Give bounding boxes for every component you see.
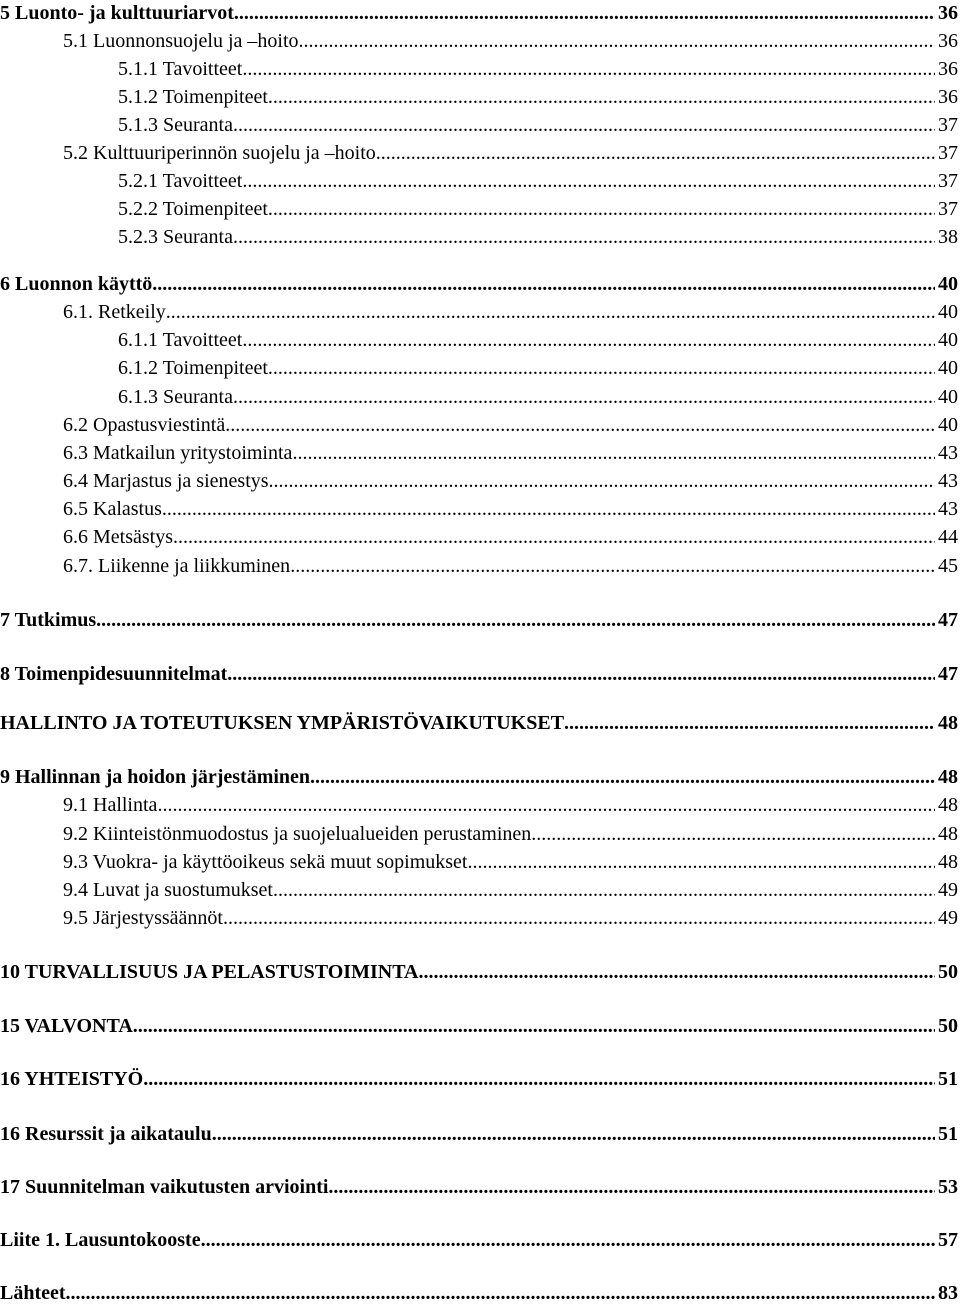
dot-leader [242, 56, 935, 82]
toc-entry-6-4-marjastus-ja-sienestys[interactable] [0, 468, 960, 494]
toc-entry-title: 6.1.1 Tavoitteet [118, 329, 243, 351]
toc-entry-title: 6.1. Retkeily [63, 301, 166, 323]
toc-entry-page-number: 49 [938, 879, 958, 901]
toc-entry-5-2-3-seuranta[interactable] [0, 224, 960, 250]
dot-leader [467, 849, 935, 875]
toc-entry-page-number: 51 [938, 1123, 958, 1145]
dot-leader [242, 168, 935, 194]
toc-entry-page-number: 48 [938, 851, 958, 873]
toc-entry-page-number: 40 [938, 386, 958, 408]
dot-leader [233, 384, 935, 410]
toc-entry-page-number: 50 [938, 961, 958, 983]
dot-leader [233, 224, 935, 250]
dot-leader [269, 468, 935, 494]
toc-entry-9-hallinnan-ja-hoidon-jarjestaminen[interactable] [0, 764, 960, 790]
toc-entry-6-1-3-seuranta[interactable] [0, 384, 960, 410]
toc-entry-page-number: 45 [938, 555, 958, 577]
dot-leader [201, 1227, 935, 1253]
dot-leader [273, 877, 935, 903]
toc-entry-6-1-2-toimenpiteet[interactable] [0, 355, 960, 381]
toc-entry-page-number: 37 [938, 114, 958, 136]
toc-entry-6-7-liikenne-ja-liikkuminen[interactable] [0, 553, 960, 579]
toc-entry-title: 6.2 Opastusviestintä [63, 414, 226, 436]
toc-entry-title: 6.5 Kalastus [63, 498, 162, 520]
toc-entry-17-suunnitelman-vaikutusten-arviointi[interactable] [0, 1174, 960, 1200]
toc-entry-page-number: 40 [938, 301, 958, 323]
dot-leader [268, 196, 935, 222]
toc-entry-5-2-1-tavoitteet[interactable] [0, 168, 960, 194]
toc-entry-page-number: 47 [938, 609, 958, 631]
toc-entry-page-number: 48 [938, 712, 958, 734]
toc-entry-page-number: 40 [938, 414, 958, 436]
dot-leader [268, 84, 935, 110]
dot-leader [133, 1013, 935, 1039]
toc-entry-page-number: 48 [938, 794, 958, 816]
toc-entry-title: 5.2.2 Toimenpiteet [118, 198, 268, 220]
toc-entry-9-2-kiinteistonmuodostus-ja-suojelualueiden-perustaminen[interactable] [0, 821, 960, 847]
toc-entry-title: 10 TURVALLISUUS JA PELASTUSTOIMINTA [0, 961, 419, 983]
dot-leader [227, 661, 935, 687]
toc-entry-page-number: 36 [938, 2, 958, 24]
toc-entry-5-1-1-tavoitteet[interactable] [0, 56, 960, 82]
toc-entry-title: 9 Hallinnan ja hoidon järjestäminen [0, 766, 311, 788]
toc-entry-page-number: 36 [938, 30, 958, 52]
toc-entry-page-number: 36 [938, 58, 958, 80]
dot-leader [268, 355, 935, 381]
dot-leader [310, 764, 935, 790]
toc-entry-page-number: 50 [938, 1015, 958, 1037]
toc-entry-title: 16 YHTEISTYÖ [0, 1068, 144, 1090]
toc-entry-9-4-luvat-ja-suostumukset[interactable] [0, 877, 960, 903]
toc-entry-title: 5.1 Luonnonsuojelu ja –hoito [63, 30, 299, 52]
toc-entry-title: 6 Luonnon käyttö [0, 273, 153, 295]
toc-entry-8-toimenpidesuunnitelmat[interactable] [0, 661, 960, 687]
toc-entry-10-turvallisuus-ja-pelastustoiminta[interactable] [0, 959, 960, 985]
toc-entry-title: 6.3 Matkailun yritystoiminta [63, 442, 293, 464]
toc-entry-lahteet[interactable] [0, 1280, 960, 1306]
dot-leader [152, 271, 935, 297]
dot-leader [299, 28, 935, 54]
dot-leader [225, 412, 935, 438]
toc-entry-page-number: 44 [938, 526, 958, 548]
toc-entry-page-number: 40 [938, 329, 958, 351]
toc-entry-page-number: 40 [938, 357, 958, 379]
dot-leader [66, 1280, 935, 1306]
toc-entry-9-3-vuokra-ja-kayttooikeus-seka-muut-sopimukset[interactable] [0, 849, 960, 875]
toc-entry-page-number: 43 [938, 470, 958, 492]
toc-entry-title: 9.2 Kiinteistönmuodostus ja suojelualueiden perustaminen [63, 823, 532, 845]
toc-entry-6-1-1-tavoitteet[interactable] [0, 327, 960, 353]
toc-entry-title: 8 Toimenpidesuunnitelmat [0, 663, 228, 685]
toc-entry-title: 9.4 Luvat ja suostumukset [63, 879, 273, 901]
toc-entry-title: 5 Luonto- ja kulttuuriarvot [0, 2, 234, 24]
toc-entry-9-1-hallinta[interactable] [0, 792, 960, 818]
toc-entry-16-yhteistyo[interactable] [0, 1066, 960, 1092]
toc-entry-title: 5.2.3 Seuranta [118, 226, 233, 248]
toc-entry-title: Liite 1. Lausuntokooste [0, 1229, 201, 1251]
toc-entry-liite-1-lausuntokooste[interactable] [0, 1227, 960, 1253]
dot-leader [292, 440, 935, 466]
toc-entry-7-tutkimus[interactable] [0, 607, 960, 633]
toc-entry-5-1-3-seuranta[interactable] [0, 112, 960, 138]
toc-entry-6-2-opastusviestinta[interactable] [0, 412, 960, 438]
toc-entry-title: 5.1.2 Toimenpiteet [118, 86, 268, 108]
toc-entry-5-2-kulttuuriperinnon-suojelu-ja-hoito[interactable] [0, 140, 960, 166]
dot-leader [328, 1174, 935, 1200]
dot-leader [166, 299, 935, 325]
dot-leader [96, 607, 935, 633]
toc-entry-title: 5.2 Kulttuuriperinnön suojelu ja –hoito [63, 142, 376, 164]
toc-entry-title: 5.1.1 Tavoitteet [118, 58, 243, 80]
toc-entry-6-5-kalastus[interactable] [0, 496, 960, 522]
toc-entry-page-number: 51 [938, 1068, 958, 1090]
toc-entry-page-number: 47 [938, 663, 958, 685]
toc-entry-page-number: 43 [938, 442, 958, 464]
toc-entry-page-number: 37 [938, 142, 958, 164]
toc-entry-title: 9.5 Järjestyssäännöt [63, 907, 223, 929]
dot-leader [143, 1066, 935, 1092]
dot-leader [531, 821, 935, 847]
toc-entry-title: 6.1.2 Toimenpiteet [118, 357, 268, 379]
toc-entry-title: 5.1.3 Seuranta [118, 114, 233, 136]
dot-leader [157, 792, 935, 818]
toc-entry-page-number: 49 [938, 907, 958, 929]
toc-entry-page-number: 38 [938, 226, 958, 248]
toc-entry-5-1-2-toimenpiteet[interactable] [0, 84, 960, 110]
toc-entry-page-number: 37 [938, 170, 958, 192]
toc-entry-title: 6.1.3 Seuranta [118, 386, 233, 408]
toc-entry-5-luonto-ja-kulttuuriarvot[interactable] [0, 0, 960, 26]
dot-leader [173, 524, 935, 550]
toc-entry-6-3-matkailun-yritystoiminta[interactable] [0, 440, 960, 466]
toc-entry-6-6-metsastys[interactable] [0, 524, 960, 550]
toc-entry-title: 7 Tutkimus [0, 609, 97, 631]
toc-entry-title: 6.6 Metsästys [63, 526, 173, 548]
toc-entry-page-number: 43 [938, 498, 958, 520]
toc-entry-title: 6.4 Marjastus ja sienestys [63, 470, 269, 492]
toc-entry-title: HALLINTO JA TOTEUTUKSEN YMPÄRISTÖVAIKUTUKSET [0, 712, 565, 734]
toc-entry-title: 9.1 Hallinta [63, 794, 158, 816]
dot-leader [162, 496, 935, 522]
toc-entry-page-number: 57 [938, 1229, 958, 1251]
dot-leader [233, 112, 935, 138]
dot-leader [419, 959, 936, 985]
toc-entry-6-luonnon-kaytto[interactable] [0, 271, 960, 297]
toc-entry-page-number: 48 [938, 766, 958, 788]
toc-entry-hallinto-ja-toteutuksen-ymparistovaikutukset[interactable] [0, 710, 960, 736]
toc-entry-title: 5.2.1 Tavoitteet [118, 170, 243, 192]
toc-entry-title: Lähteet [0, 1282, 66, 1304]
toc-entry-9-5-jarjestyssaannot[interactable] [0, 905, 960, 931]
toc-entry-page-number: 83 [938, 1282, 958, 1304]
toc-entry-5-2-2-toimenpiteet[interactable] [0, 196, 960, 222]
toc-entry-5-1-luonnonsuojelu-ja-hoito[interactable] [0, 28, 960, 54]
dot-leader [234, 0, 935, 26]
dot-leader [223, 905, 935, 931]
toc-entry-title: 16 Resurssit ja aikataulu [0, 1123, 212, 1145]
toc-entry-title: 9.3 Vuokra- ja käyttöoikeus sekä muut sopimukset [63, 851, 468, 873]
toc-entry-title: 6.7. Liikenne ja liikkuminen [63, 555, 291, 577]
dot-leader [290, 553, 935, 579]
toc-entry-page-number: 37 [938, 198, 958, 220]
toc-entry-page-number: 48 [938, 823, 958, 845]
toc-entry-title: 15 VALVONTA [0, 1015, 133, 1037]
toc-entry-15-valvonta[interactable] [0, 1013, 960, 1039]
toc-entry-page-number: 36 [938, 86, 958, 108]
dot-leader [376, 140, 935, 166]
toc-entry-page-number: 40 [938, 273, 958, 295]
toc-entry-6-1-retkeily[interactable] [0, 299, 960, 325]
toc-entry-page-number: 53 [938, 1176, 958, 1198]
dot-leader [212, 1121, 935, 1147]
dot-leader [564, 710, 935, 736]
toc-entry-16-resurssit-ja-aikataulu[interactable] [0, 1121, 960, 1147]
dot-leader [242, 327, 935, 353]
toc-entry-title: 17 Suunnitelman vaikutusten arviointi [0, 1176, 329, 1198]
